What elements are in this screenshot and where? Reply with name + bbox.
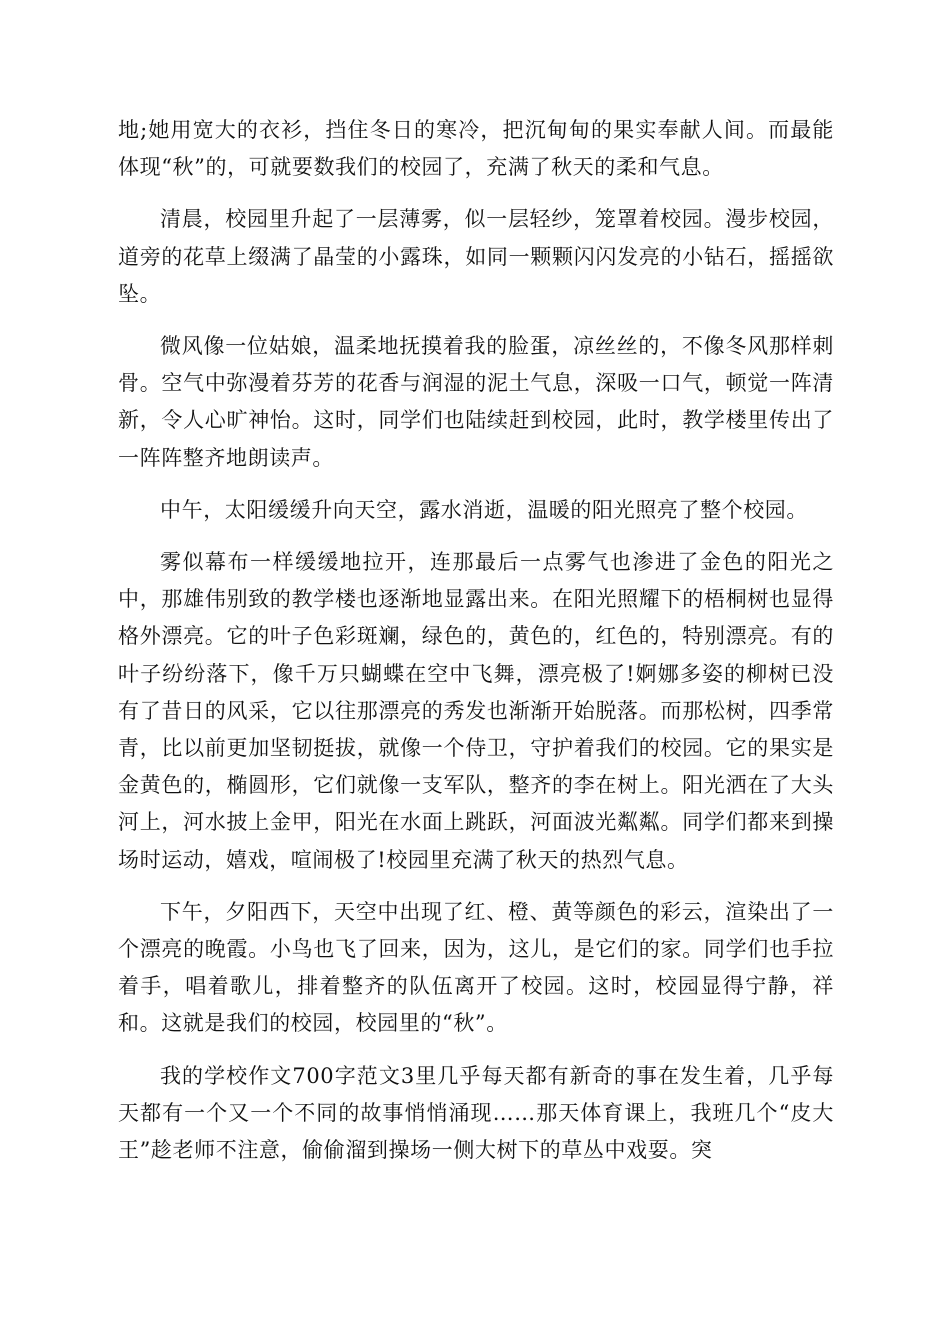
paragraph-morning-mist: 清晨，校园里升起了一层薄雾，似一层轻纱，笼罩着校园。漫步校园，道旁的花草上缀满了晶莹的小露珠，如同一颗颗闪闪发亮的小钻石，摇摇欲坠。: [118, 207, 834, 306]
document-page: [118, 112, 834, 1184]
paragraph-sunlight-trees: 雾似幕布一样缓缓地拉开，连那最后一点雾气也渗进了金色的阳光之中，那雄伟别致的教学楼也逐渐地显露出来。在阳光照耀下的梧桐树也显得格外漂亮。它的叶子色彩斑斓，绿色的，黄色的，红色的，特别漂亮。有的叶子纷纷落下，像千万只蝴蝶在空中飞舞，漂亮极了!婀娜多姿的柳树已没有了昔日的风采，它以往那漂亮的秀发也渐渐开始脱落。而那松树，四季常青，比以前更加坚韧挺拔，就像一个侍卫，守护着我们的校园。它的果实是金黄色的，椭圆形，它们就像一支军队，整齐的李在树上。阳光洒在了大头河上，河水披上金甲，阳光在水面上跳跃，河面波光粼粼。同学们都来到操场时运动，嬉戏，喧闹极了!校园里充满了秋天的热烈气息。: [118, 550, 834, 872]
paragraph-noon: 中午，太阳缓缓升向天空，露水消逝，温暖的阳光照亮了整个校园。: [160, 497, 808, 522]
paragraph-breeze: 微风像一位姑娘，温柔地抚摸着我的脸蛋，凉丝丝的，不像冬风那样刺骨。空气中弥漫着芬芳的花香与润湿的泥土气息，深吸一口气，顿觉一阵清新，令人心旷神怡。这时，同学们也陆续赶到校园，此时，教学楼里传出了一阵阵整齐地朗读声。: [118, 334, 834, 470]
paragraph-essay-three: 我的学校作文700字范文3里几乎每天都有新奇的事在发生着，几乎每天都有一个又一个不同的故事悄悄涌现……那天体育课上，我班几个“皮大王”趁老师不注意，偷偷溜到操场一侧大树下的草丛中戏耍。突: [118, 1063, 834, 1163]
paragraph-afternoon: 下午，夕阳西下，天空中出现了红、橙、黄等颜色的彩云，渲染出了一个漂亮的晚霞。小鸟也飞了回来，因为，这儿，是它们的家。同学们也手拉着手，唱着歌儿，排着整齐的队伍离开了校园。这时，校园显得宁静，祥和。这就是我们的校园，校园里的“秋”。: [118, 899, 834, 1036]
paragraph-intro-continuation: 地;她用宽大的衣衫，挡住冬日的寒冷，把沉甸甸的果实奉献人间。而最能体现“秋”的，可就要数我们的校园了，充满了秋天的柔和气息。: [118, 118, 834, 180]
